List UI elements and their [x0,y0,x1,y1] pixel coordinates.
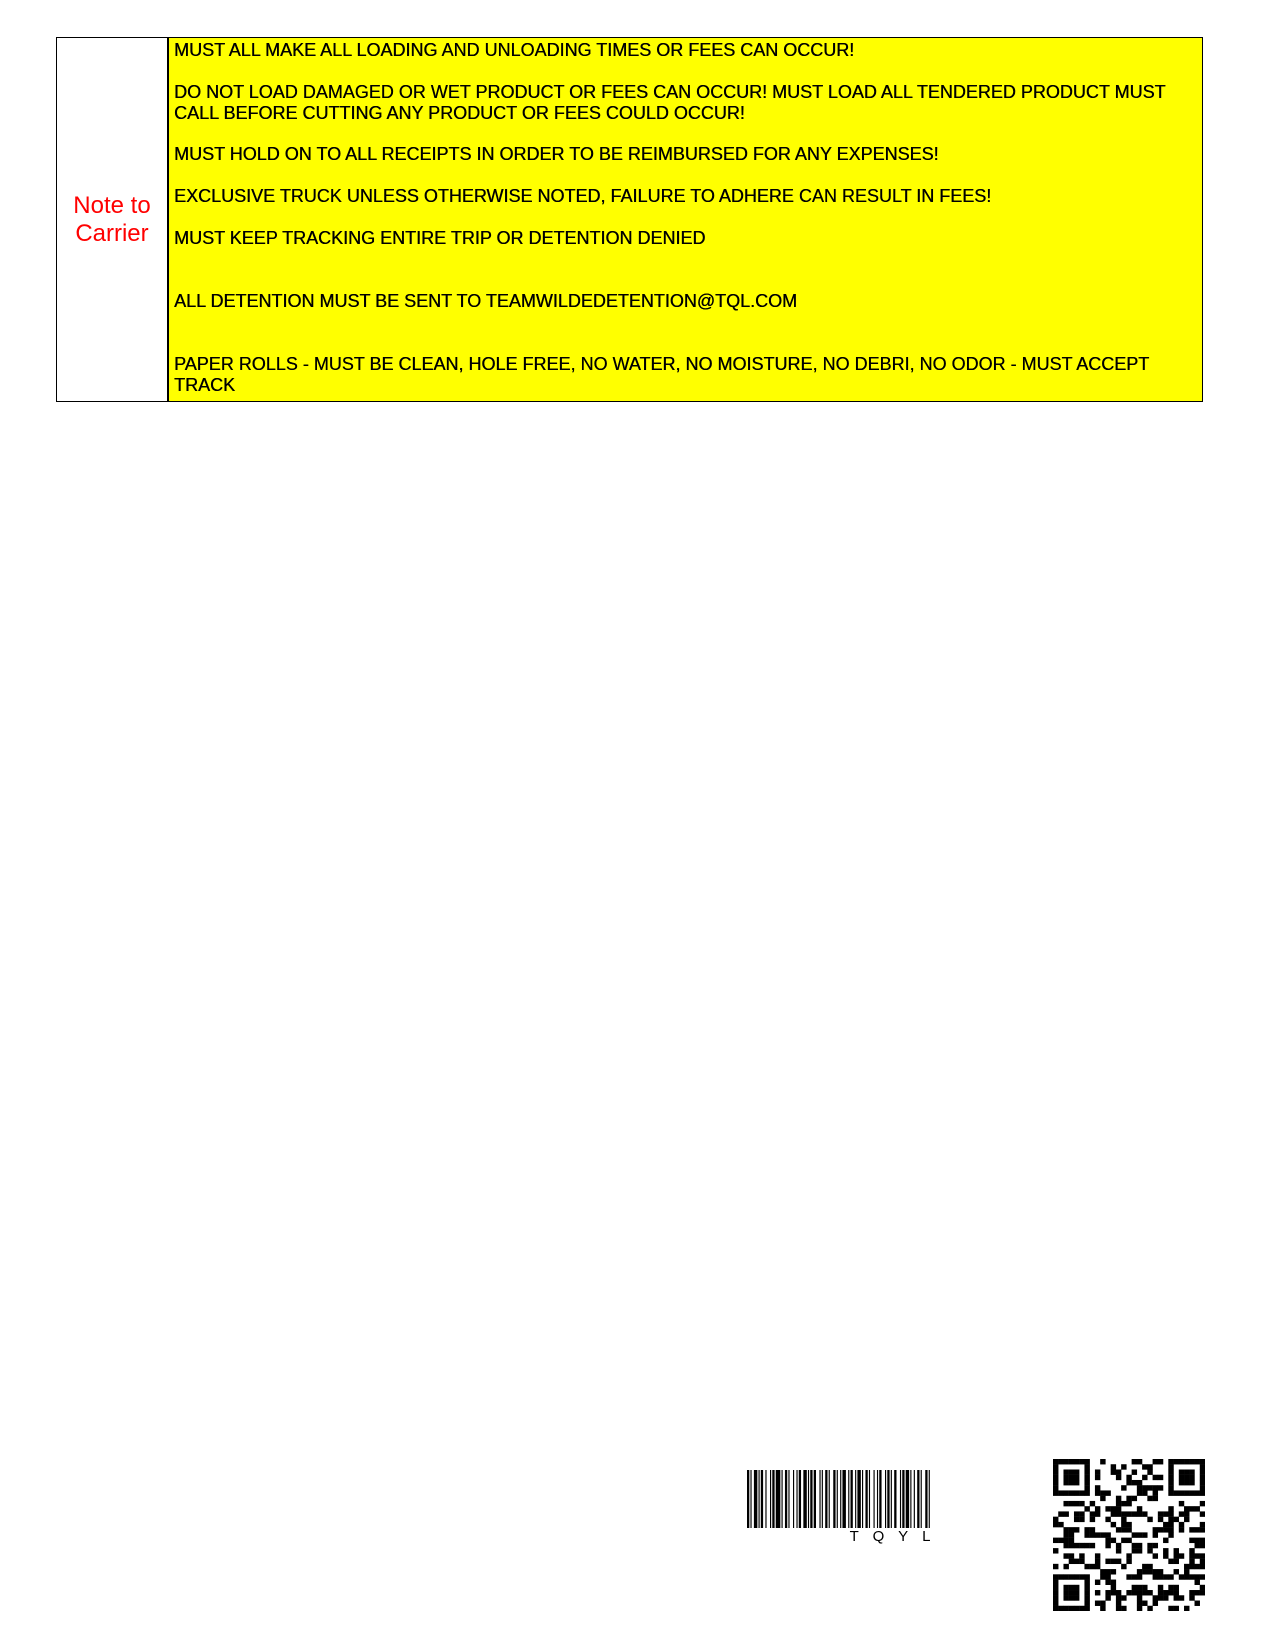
barcode-bars [745,1470,1035,1528]
note-line-receipts: MUST HOLD ON TO ALL RECEIPTS IN ORDER TO BE REIMBURSED FOR ANY EXPENSES! [174,144,939,164]
barcode-text: T Q Y L [849,1528,931,1545]
note-label-cell [57,38,169,401]
note-line-detention-email: ALL DETENTION MUST BE SENT TO TEAMWILDEDETENTION@TQL.COM [174,291,798,311]
note-line-damaged-product: DO NOT LOAD DAMAGED OR WET PRODUCT OR FEES CAN OCCUR! MUST LOAD ALL TENDERED PRODUCT MUST CALL BEFORE CUTTING ANY PRODUCT OR FEES COULD OCCUR! [174,82,1166,123]
barcode [745,1470,1035,1545]
qr-code [1053,1459,1205,1611]
note-line-paper-rolls: PAPER ROLLS - MUST BE CLEAN, HOLE FREE, NO WATER, NO MOISTURE, NO DEBRI, NO ODOR - MUST ACCEPT TRACK [174,354,1149,395]
note-line-exclusive-truck: EXCLUSIVE TRUCK UNLESS OTHERWISE NOTED, FAILURE TO ADHERE CAN RESULT IN FEES! [174,186,992,206]
note-to-carrier-box [56,37,1203,402]
note-line-loading-times: MUST ALL MAKE ALL LOADING AND UNLOADING TIMES OR FEES CAN OCCUR! [174,40,855,60]
qr-code-image [1053,1459,1205,1611]
note-to-carrier-label: Note to Carrier [73,191,151,247]
note-line-tracking: MUST KEEP TRACKING ENTIRE TRIP OR DETENTION DENIED [174,228,706,248]
carrier-notes-body [169,38,1202,401]
